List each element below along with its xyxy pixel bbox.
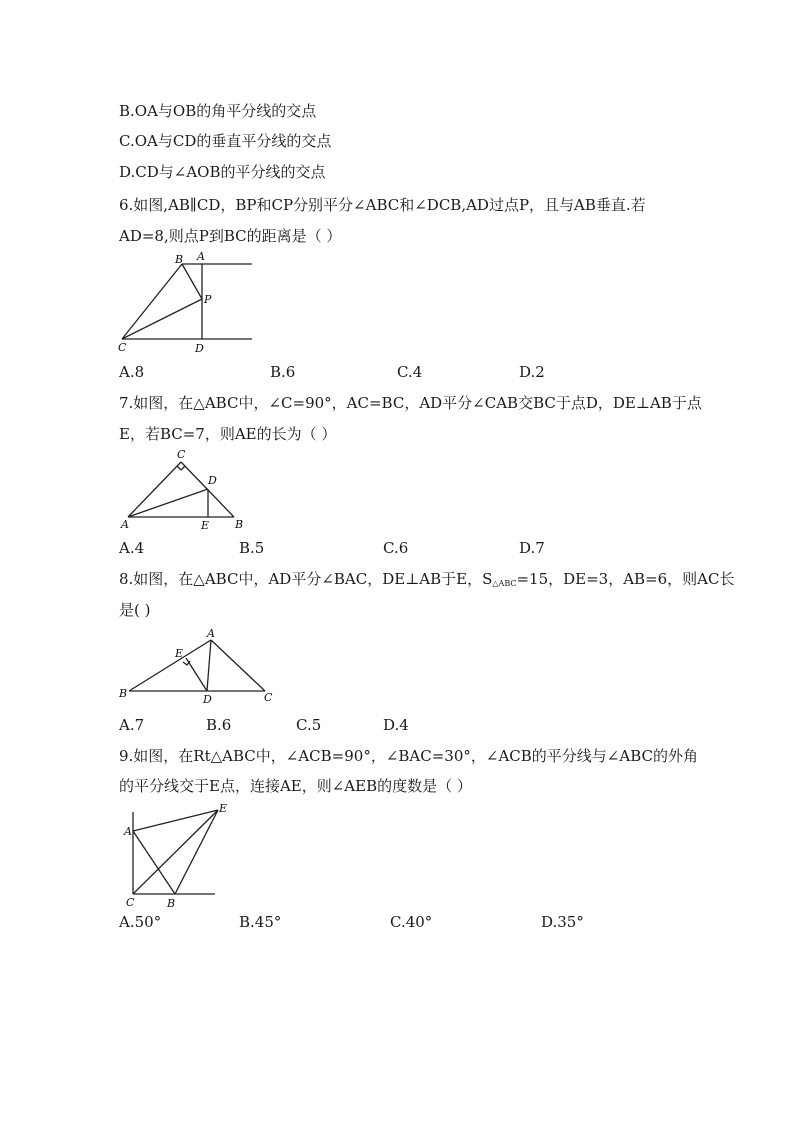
q9-label-e: E [219, 802, 228, 815]
q6-option-c: C.4 [397, 363, 423, 381]
q8-option-d: D.4 [383, 716, 409, 734]
q8-text-sub: △ABC [492, 579, 517, 588]
q9-option-c: C.40° [390, 913, 433, 931]
q6-line-bp [182, 264, 202, 299]
q7-option-c: C.6 [383, 539, 409, 557]
q6-text-line2: AD=8,则点P到BC的距离是（ ） [119, 227, 342, 245]
q6-text-line1: 6.如图,AB∥CD，BP和CP分别平分∠ABC和∠DCB,AD过点P，且与AB垂直.若 [119, 196, 646, 214]
q7-label-c: C [177, 448, 186, 461]
q6-option-a: A.8 [119, 363, 145, 381]
q8-text-pre: 8.如图，在△ABC中，AD平分∠BAC，DE⊥AB于E，S [119, 570, 493, 588]
q9-line-ab [133, 831, 175, 894]
q8-line-ad [207, 640, 211, 691]
q7-line-ac [128, 462, 181, 517]
q7-label-b: B [235, 518, 244, 531]
q9-line-ce [133, 810, 218, 894]
q8-label-d: D [203, 693, 212, 706]
q8-option-c: C.5 [296, 716, 322, 734]
q8-text-line2: 是( ) [119, 601, 151, 619]
q9-option-b: B.45° [239, 913, 282, 931]
q7-right-angle-c [177, 466, 185, 470]
q7-label-a: A [121, 518, 129, 531]
q9-option-a: A.50° [119, 913, 162, 931]
q7-option-b: B.5 [239, 539, 265, 557]
q7-label-d: D [208, 474, 217, 487]
q8-line-ac [211, 640, 265, 691]
q6-line-cp [122, 299, 202, 339]
q8-label-c: C [264, 691, 273, 704]
q8-label-b: B [119, 687, 128, 700]
q9-label-a: A [124, 825, 132, 838]
option-c-prev: C.OA与CD的垂直平分线的交点 [119, 132, 332, 150]
q9-line-be [175, 810, 218, 894]
q6-label-d: D [195, 342, 204, 355]
option-b-prev: B.OA与OB的角平分线的交点 [119, 102, 317, 120]
q8-text-line1 [119, 569, 735, 594]
q8-line-ba [129, 640, 211, 691]
q6-label-b: B [175, 253, 184, 266]
q9-line-ae [133, 810, 218, 831]
q6-label-a: A [197, 250, 205, 263]
q6-option-b: B.6 [270, 363, 296, 381]
option-d-prev: D.CD与∠AOB的平分线的交点 [119, 163, 326, 181]
q7-text-line2: E，若BC=7，则AE的长为（ ） [119, 425, 337, 443]
q8-text-post: =15，DE=3，AB=6，则AC长 [516, 570, 735, 588]
q6-figure [112, 248, 282, 356]
q7-text-line1: 7.如图，在△ABC中，∠C=90°，AC=BC，AD平分∠CAB交BC于点D，DE⊥AB于点 [119, 394, 702, 412]
q6-label-c: C [118, 341, 127, 354]
q8-label-e: E [175, 647, 184, 660]
q6-line-bc [122, 264, 182, 339]
q7-option-a: A.4 [119, 539, 145, 557]
q9-text-line2: 的平分线交于E点，连接AE，则∠AEB的度数是（ ） [119, 777, 472, 795]
q9-label-c: C [126, 896, 135, 909]
q8-label-a: A [207, 627, 215, 640]
q7-figure [115, 446, 255, 536]
q9-text-line1: 9.如图，在Rt△ABC中，∠ACB=90°，∠BAC=30°，∠ACB的平分线与∠ABC的外角 [119, 747, 698, 765]
q7-line-ad [128, 489, 208, 517]
q7-option-d: D.7 [519, 539, 545, 557]
q6-label-p: P [204, 293, 212, 306]
q8-option-a: A.7 [119, 716, 145, 734]
q8-figure [113, 626, 283, 710]
q6-option-d: D.2 [519, 363, 545, 381]
q7-label-e: E [201, 519, 210, 532]
q9-option-d: D.35° [541, 913, 584, 931]
q9-label-b: B [167, 897, 176, 910]
q8-right-angle-e [183, 661, 190, 665]
q8-option-b: B.6 [206, 716, 232, 734]
q9-figure [117, 800, 237, 910]
